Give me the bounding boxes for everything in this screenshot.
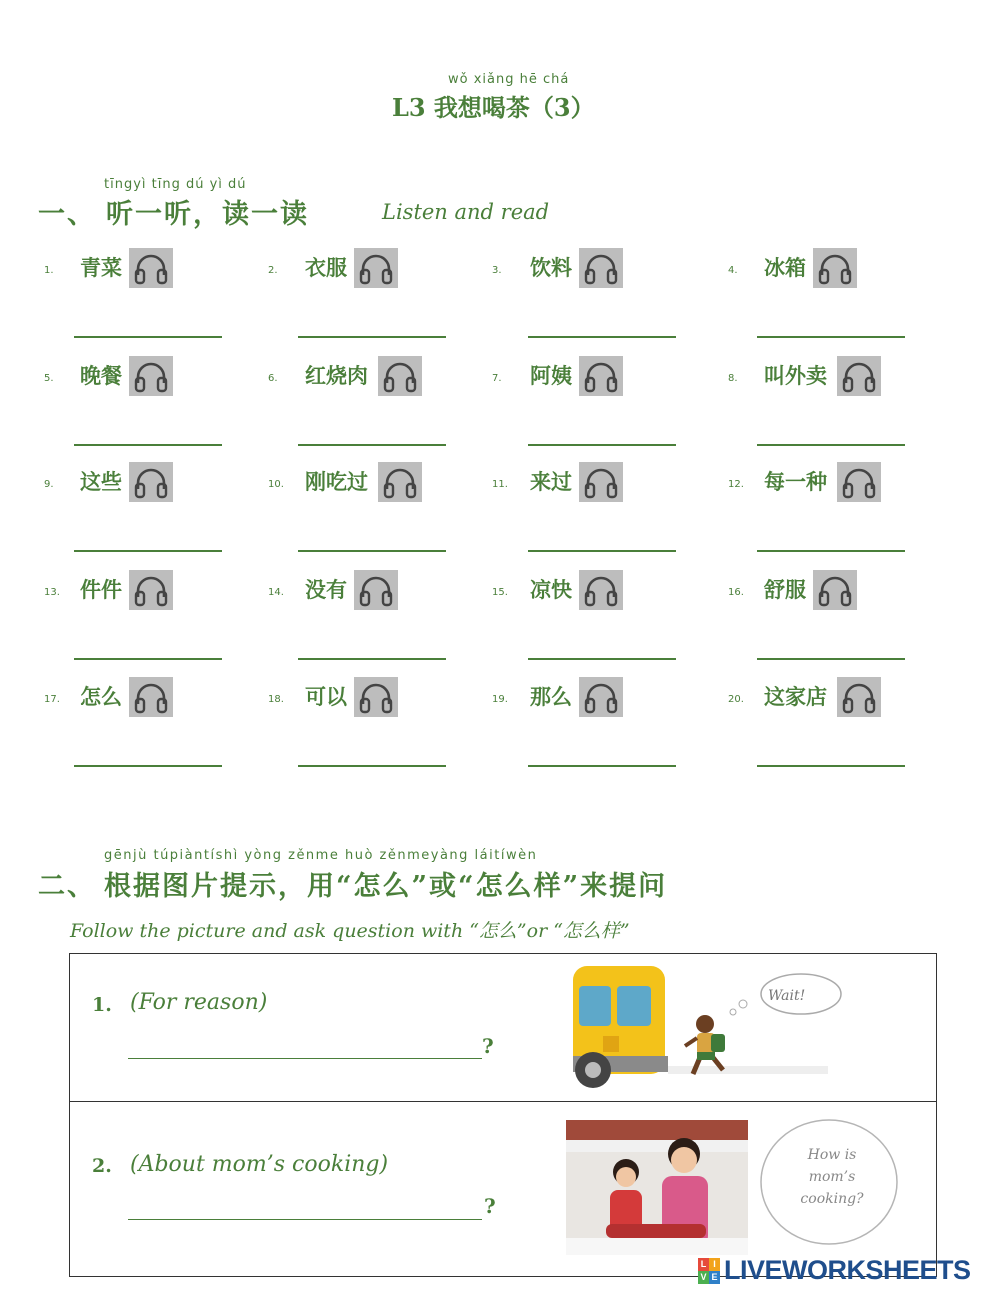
headphones-icon bbox=[382, 359, 418, 393]
item-number: 6. bbox=[268, 373, 278, 384]
answer-line[interactable] bbox=[528, 550, 676, 552]
audio-play-button[interactable] bbox=[579, 677, 623, 717]
audio-play-button[interactable] bbox=[129, 570, 173, 610]
liveworksheets-logo-badge bbox=[698, 1258, 720, 1284]
headphones-icon bbox=[841, 465, 877, 499]
answer-line[interactable] bbox=[74, 444, 222, 446]
question-mark-1: ? bbox=[482, 1034, 494, 1058]
headphones-icon bbox=[817, 573, 853, 607]
section2-number: 二、 bbox=[38, 871, 96, 902]
answer-line[interactable] bbox=[298, 765, 446, 767]
page-title: L3 我想喝茶（3） bbox=[392, 93, 595, 122]
item-number: 9. bbox=[44, 479, 54, 490]
audio-play-button[interactable] bbox=[579, 248, 623, 288]
headphones-icon bbox=[133, 465, 169, 499]
bus-picture bbox=[573, 966, 853, 1091]
headphones-icon bbox=[841, 680, 877, 714]
section2-heading: 根据图片提示，用“怎么”或“怎么样”来提问 bbox=[104, 871, 668, 902]
item-word: 叫外卖 bbox=[764, 363, 827, 388]
audio-play-button[interactable] bbox=[813, 248, 857, 288]
badge-letter: V bbox=[698, 1271, 709, 1284]
headphones-icon bbox=[583, 359, 619, 393]
item-word: 阿姨 bbox=[530, 363, 572, 388]
answer-line[interactable] bbox=[528, 336, 676, 338]
item-number: 12. bbox=[728, 479, 744, 490]
question-number-1: 1. bbox=[92, 994, 112, 1016]
audio-play-button[interactable] bbox=[354, 677, 398, 717]
bubble-line: cooking? bbox=[800, 1191, 864, 1207]
item-number: 7. bbox=[492, 373, 502, 384]
headphones-icon bbox=[382, 465, 418, 499]
item-word: 每一种 bbox=[764, 469, 827, 494]
audio-play-button[interactable] bbox=[378, 462, 422, 502]
audio-play-button[interactable] bbox=[354, 570, 398, 610]
item-number: 2. bbox=[268, 265, 278, 276]
question-hint-2: (About mom’s cooking) bbox=[130, 1152, 389, 1177]
answer-line[interactable] bbox=[528, 658, 676, 660]
section2-english: Follow the picture and ask question with “怎么”or “怎么样” bbox=[70, 920, 630, 942]
bubble-line: How is bbox=[807, 1147, 857, 1163]
item-number: 18. bbox=[268, 694, 284, 705]
answer-line-q1[interactable] bbox=[128, 1058, 482, 1059]
headphones-icon bbox=[133, 359, 169, 393]
answer-line[interactable] bbox=[74, 336, 222, 338]
audio-play-button[interactable] bbox=[354, 248, 398, 288]
cooking-picture bbox=[566, 1120, 748, 1255]
item-word: 这家店 bbox=[764, 684, 827, 709]
item-number: 17. bbox=[44, 694, 60, 705]
headphones-icon bbox=[133, 251, 169, 285]
headphones-icon bbox=[583, 251, 619, 285]
audio-play-button[interactable] bbox=[579, 356, 623, 396]
audio-play-button[interactable] bbox=[129, 677, 173, 717]
bubble-line: mom’s bbox=[808, 1169, 856, 1185]
answer-line[interactable] bbox=[74, 765, 222, 767]
item-word: 没有 bbox=[305, 577, 347, 602]
item-word: 晚餐 bbox=[80, 363, 122, 388]
item-number: 1. bbox=[44, 265, 54, 276]
section1-english: Listen and read bbox=[382, 200, 550, 224]
answer-line-q2[interactable] bbox=[128, 1219, 482, 1220]
answer-line[interactable] bbox=[298, 550, 446, 552]
headphones-icon bbox=[133, 573, 169, 607]
bubble-text-1: Wait! bbox=[768, 988, 806, 1004]
item-word: 来过 bbox=[530, 469, 572, 494]
headphones-icon bbox=[358, 680, 394, 714]
audio-play-button[interactable] bbox=[579, 570, 623, 610]
item-word: 青菜 bbox=[80, 255, 122, 280]
audio-play-button[interactable] bbox=[837, 462, 881, 502]
audio-play-button[interactable] bbox=[837, 356, 881, 396]
headphones-icon bbox=[583, 573, 619, 607]
badge-letter: L bbox=[698, 1258, 709, 1271]
item-number: 13. bbox=[44, 587, 60, 598]
headphones-icon bbox=[133, 680, 169, 714]
item-number: 15. bbox=[492, 587, 508, 598]
answer-line[interactable] bbox=[528, 444, 676, 446]
liveworksheets-logo-text: LIVEWORKSHEETS bbox=[724, 1255, 971, 1285]
item-number: 11. bbox=[492, 479, 508, 490]
item-number: 16. bbox=[728, 587, 744, 598]
item-word: 件件 bbox=[80, 577, 122, 602]
headphones-icon bbox=[583, 680, 619, 714]
question-mark-2: ? bbox=[484, 1194, 496, 1218]
audio-play-button[interactable] bbox=[813, 570, 857, 610]
answer-line[interactable] bbox=[757, 765, 905, 767]
answer-line[interactable] bbox=[528, 765, 676, 767]
item-number: 20. bbox=[728, 694, 744, 705]
item-word: 舒服 bbox=[764, 577, 806, 602]
badge-letter: E bbox=[709, 1271, 720, 1284]
item-word: 冰箱 bbox=[764, 255, 806, 280]
answer-line[interactable] bbox=[74, 550, 222, 552]
item-number: 14. bbox=[268, 587, 284, 598]
item-word: 这些 bbox=[80, 469, 122, 494]
section1-pinyin: tīngyì tīng dú yì dú bbox=[104, 177, 247, 192]
answer-line[interactable] bbox=[757, 658, 905, 660]
badge-letter: I bbox=[709, 1258, 720, 1271]
answer-line[interactable] bbox=[757, 336, 905, 338]
item-number: 5. bbox=[44, 373, 54, 384]
item-word: 怎么 bbox=[80, 684, 122, 709]
title-pinyin: wǒ xiǎng hē chá bbox=[448, 72, 570, 87]
item-word: 衣服 bbox=[305, 255, 347, 280]
headphones-icon bbox=[817, 251, 853, 285]
item-number: 19. bbox=[492, 694, 508, 705]
question-box-1 bbox=[69, 953, 937, 1103]
question-number-2: 2. bbox=[92, 1155, 112, 1177]
answer-line[interactable] bbox=[757, 444, 905, 446]
item-word: 可以 bbox=[305, 684, 347, 709]
headphones-icon bbox=[841, 359, 877, 393]
audio-play-button[interactable] bbox=[378, 356, 422, 396]
audio-play-button[interactable] bbox=[129, 356, 173, 396]
audio-play-button[interactable] bbox=[579, 462, 623, 502]
audio-play-button[interactable] bbox=[129, 462, 173, 502]
headphones-icon bbox=[583, 465, 619, 499]
item-word: 那么 bbox=[530, 684, 572, 709]
bubble-text-2 bbox=[782, 1144, 882, 1210]
answer-line[interactable] bbox=[298, 658, 446, 660]
audio-play-button[interactable] bbox=[129, 248, 173, 288]
headphones-icon bbox=[358, 573, 394, 607]
answer-line[interactable] bbox=[298, 336, 446, 338]
question-hint-1: (For reason) bbox=[130, 990, 268, 1015]
item-number: 8. bbox=[728, 373, 738, 384]
headphones-icon bbox=[358, 251, 394, 285]
question-box-2 bbox=[69, 1101, 937, 1277]
item-word: 刚吃过 bbox=[305, 469, 368, 494]
answer-line[interactable] bbox=[74, 658, 222, 660]
audio-play-button[interactable] bbox=[837, 677, 881, 717]
item-word: 饮料 bbox=[530, 255, 572, 280]
section2-pinyin: gēnjù túpiàntíshì yòng zěnme huò zěnmeyàng láitíwèn bbox=[104, 848, 538, 863]
item-word: 红烧肉 bbox=[305, 363, 368, 388]
answer-line[interactable] bbox=[298, 444, 446, 446]
item-number: 4. bbox=[728, 265, 738, 276]
item-number: 3. bbox=[492, 265, 502, 276]
item-number: 10. bbox=[268, 479, 284, 490]
section1-heading: 听一听，读一读 bbox=[106, 199, 309, 230]
section1-number: 一、 bbox=[38, 199, 96, 230]
item-word: 凉快 bbox=[530, 577, 572, 602]
answer-line[interactable] bbox=[757, 550, 905, 552]
